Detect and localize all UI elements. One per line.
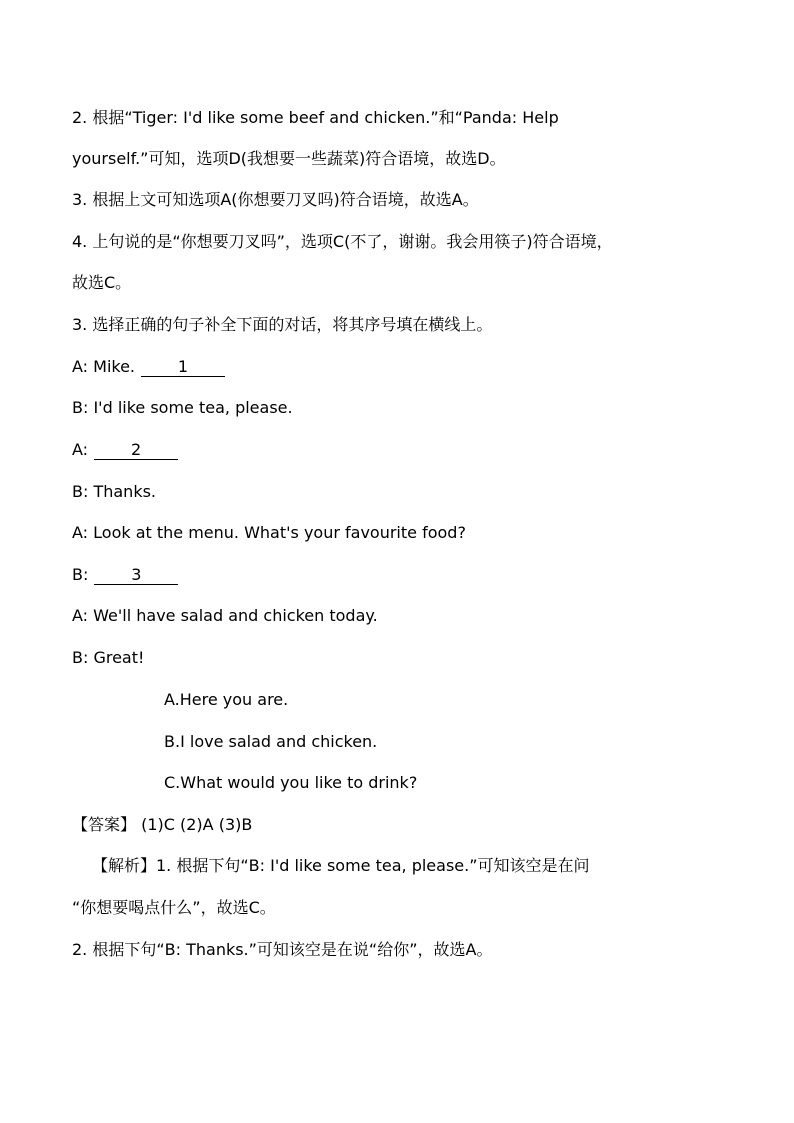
question-instruction: 3. 选择正确的句子补全下面的对话，将其序号填在横线上。 <box>72 315 493 334</box>
dialogue-line-2: B: I'd like some tea, please. <box>72 398 293 417</box>
analysis-item-4-line-2: 故选C。 <box>72 273 132 292</box>
option-c: C.What would you like to drink? <box>164 773 418 792</box>
dialogue-line-1 <box>72 356 225 378</box>
dialogue-line-5: A: Look at the menu. What's your favourite food? <box>72 523 466 542</box>
dialogue-line-6 <box>72 564 178 586</box>
answer-blank-1: 1 <box>141 358 225 377</box>
analysis-line-3: 2. 根据下句“B: Thanks.”可知该空是在说“给你”，故选A。 <box>72 940 493 959</box>
analysis-item-3: 3. 根据上文可知选项A(你想要刀叉吗)符合语境，故选A。 <box>72 190 479 209</box>
dialogue-line-7: A: We'll have salad and chicken today. <box>72 606 378 625</box>
dialogue-line-3 <box>72 439 178 461</box>
dialogue-line-8: B: Great! <box>72 648 145 667</box>
answer-blank-2: 2 <box>94 441 178 460</box>
dialogue-line-4: B: Thanks. <box>72 482 156 501</box>
dialogue-prefix: A: Mike. <box>72 357 136 376</box>
analysis-line-1: 【解析】1. 根据下句“B: I'd like some tea, please.”可知该空是在问 <box>92 856 590 875</box>
dialogue-prefix: B: <box>72 565 89 584</box>
analysis-line-2: “你想要喝点什么”，故选C。 <box>72 898 276 917</box>
option-a: A.Here you are. <box>164 690 289 709</box>
dialogue-prefix: A: <box>72 440 89 459</box>
option-b: B.I love salad and chicken. <box>164 732 378 751</box>
answer-line: 【答案】 (1)C (2)A (3)B <box>72 815 253 834</box>
analysis-item-2-line-2: yourself.”可知，选项D(我想要一些蔬菜)符合语境，故选D。 <box>72 149 506 168</box>
analysis-item-2-line-1: 2. 根据“Tiger: I'd like some beef and chicken.”和“Panda: Help <box>72 108 559 127</box>
analysis-item-4-line-1: 4. 上句说的是“你想要刀叉吗”，选项C(不了，谢谢。我会用筷子)符合语境， <box>72 232 613 251</box>
answer-blank-3: 3 <box>94 566 178 585</box>
